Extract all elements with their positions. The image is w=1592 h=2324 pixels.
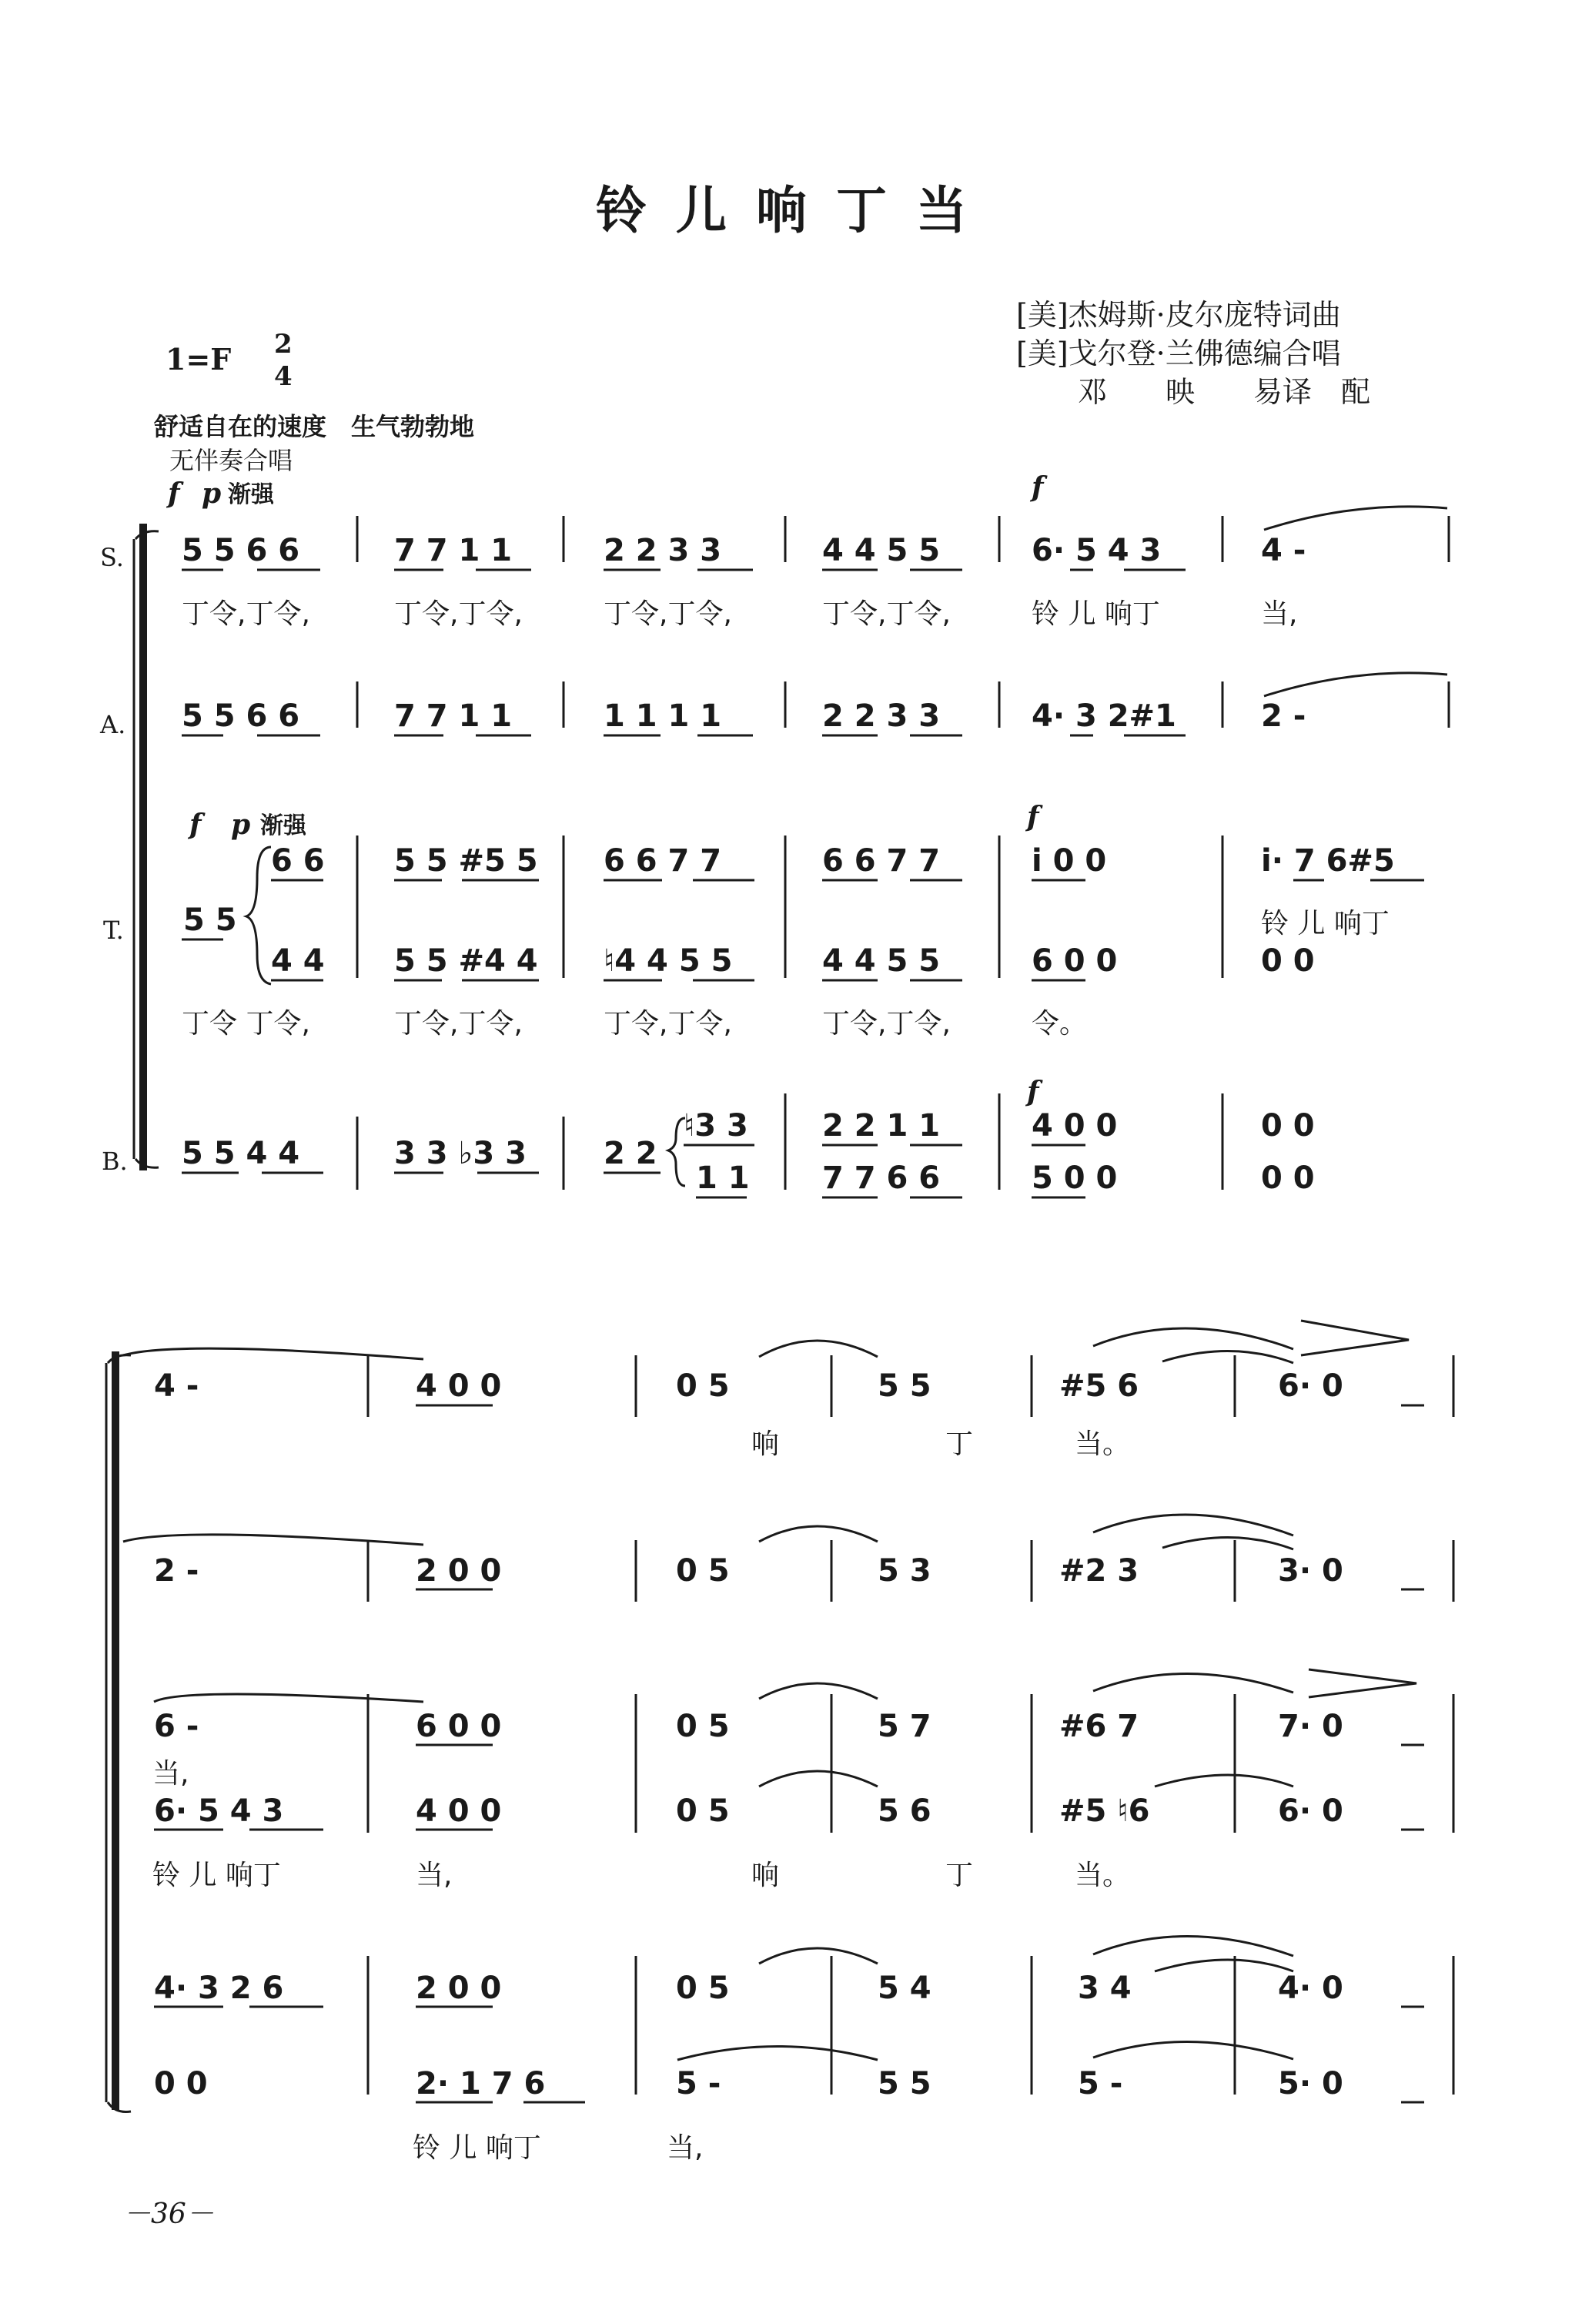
- alto-measure-1: 5 5 6 6: [182, 698, 300, 734]
- s2-tenor-lyric: 丁: [945, 1860, 974, 1891]
- s2-alto-measure-4: 5 3: [878, 1553, 931, 1589]
- tempo-marking: 舒适自在的速度 生气勃勃地: [154, 412, 475, 441]
- bass-measure-6: 0 0: [1261, 1108, 1315, 1144]
- s2-alto-measure-5: #2 3: [1059, 1553, 1139, 1589]
- s2-soprano-measure-1: 4 -: [154, 1368, 199, 1404]
- bass-measure-6-lower: 0 0: [1261, 1160, 1315, 1196]
- dynamic-forte: f: [1027, 1076, 1039, 1108]
- s2-tenor-lower-measure-4: 5 6: [878, 1793, 931, 1829]
- s2-bass-lower-measure-2: 2· 1 7 6: [416, 2066, 546, 2101]
- crescendo-marking: 渐强: [260, 812, 306, 839]
- s2-bass-upper-measure-6: 4· 0: [1278, 1971, 1343, 2006]
- time-signature-top: 2: [274, 329, 293, 360]
- bass-measure-4-lower: 7 7 6 6: [822, 1160, 941, 1196]
- s2-bass-upper-measure-2: 2 0 0: [416, 1971, 502, 2006]
- tenor-lower-measure-3: ♮4 4 5 5: [604, 943, 733, 979]
- s2-alto-measure-3: 0 5: [676, 1553, 730, 1589]
- tenor-lower-measure-2: 5 5 #4 4: [394, 943, 538, 979]
- crescendo-marking: 渐强: [228, 481, 274, 508]
- dynamic-forte: f: [1027, 801, 1039, 833]
- alto-measure-3: 1 1 1 1: [604, 698, 722, 734]
- composer-credit: [美]杰姆斯·皮尔庞特词曲: [1016, 298, 1341, 332]
- s2-bass-upper-measure-4: 5 4: [878, 1971, 931, 2006]
- s2-tenor-lower-measure-1: 6· 5 4 3: [154, 1793, 284, 1829]
- voice-label-tenor: T.: [103, 916, 124, 945]
- alto-measure-2: 7 7 1 1: [394, 698, 513, 734]
- dynamic-forte: f: [1032, 471, 1044, 504]
- s2-soprano-measure-6: 6· 0: [1278, 1368, 1343, 1404]
- s2-tenor-lower-measure-6: 6· 0: [1278, 1793, 1343, 1829]
- tenor-upper-measure-2: 5 5 #5 5: [394, 843, 538, 879]
- s2-tenor-upper-measure-6: 7· 0: [1278, 1709, 1343, 1744]
- bass-divisi-lower: 1 1: [696, 1160, 750, 1196]
- s2-bass-lyric: 铃 儿 响丁: [413, 2132, 541, 2164]
- dynamic-forte: f: [168, 477, 180, 510]
- key-signature: 1=F: [166, 342, 232, 377]
- translator-credit: 邓 映 易译 配: [1078, 375, 1371, 409]
- voice-label-alto: A.: [100, 710, 126, 739]
- bass-measure-3: 2 2: [604, 1136, 657, 1171]
- tenor-lower-measure-6: 0 0: [1261, 943, 1315, 979]
- s2-soprano-lyric: 丁: [945, 1428, 974, 1460]
- page-number: －36－: [123, 2198, 214, 2230]
- s2-tenor-lyric: 当,: [416, 1860, 453, 1891]
- s2-tenor-lower-measure-2: 4 0 0: [416, 1793, 502, 1829]
- time-signature-bottom: 4: [274, 361, 293, 392]
- s2-soprano-measure-3: 0 5: [676, 1368, 730, 1404]
- alto-measure-4: 2 2 3 3: [822, 698, 941, 734]
- soprano-lyric: 丁令,丁令,: [822, 598, 951, 630]
- s2-tenor-upper-measure-3: 0 5: [676, 1709, 730, 1744]
- bass-measure-4: 2 2 1 1: [822, 1108, 941, 1144]
- dynamic-forte: f: [189, 809, 202, 841]
- s2-bass-lyric: 当,: [667, 2132, 704, 2164]
- alto-measure-5: 4· 3 2#1: [1032, 698, 1176, 734]
- s2-tenor-lyric: 铃 儿 响丁: [152, 1860, 281, 1891]
- bass-measure-5-lower: 5 0 0: [1032, 1160, 1118, 1196]
- s2-alto-measure-1: 2 -: [154, 1553, 199, 1589]
- s2-alto-measure-6: 3· 0: [1278, 1553, 1343, 1589]
- s2-bass-lower-measure-1: 0 0: [154, 2066, 208, 2101]
- bass-measure-2: 3 3 ♭3 3: [394, 1136, 527, 1171]
- tenor-lyric: 丁令,丁令,: [604, 1008, 732, 1040]
- s2-soprano-measure-2: 4 0 0: [416, 1368, 502, 1404]
- tenor-lyric: 丁令 丁令,: [182, 1008, 310, 1040]
- soprano-measure-2: 7 7 1 1: [394, 533, 513, 568]
- tenor-pickup: 5 5: [183, 902, 237, 938]
- soprano-lyric: 当,: [1261, 598, 1298, 630]
- s2-tenor-upper-measure-1: 6 -: [154, 1709, 199, 1744]
- tenor-lyric: 丁令,丁令,: [822, 1008, 951, 1040]
- s2-bass-lower-measure-4: 5 5: [878, 2066, 931, 2101]
- s2-soprano-measure-4: 5 5: [878, 1368, 931, 1404]
- tenor-upper-measure-1: 6 6: [271, 843, 325, 879]
- tenor-upper-measure-5: i 0 0: [1032, 843, 1107, 879]
- soprano-measure-6: 4 -: [1261, 533, 1306, 568]
- soprano-measure-5: 6· 5 4 3: [1032, 533, 1162, 568]
- s2-alto-measure-2: 2 0 0: [416, 1553, 502, 1589]
- tenor-upper-measure-4: 6 6 7 7: [822, 843, 941, 879]
- soprano-lyric: 丁令,丁令,: [394, 598, 523, 630]
- tenor-upper-measure-6: i· 7 6#5: [1261, 843, 1395, 879]
- bass-divisi-upper: ♮3 3: [684, 1108, 748, 1144]
- s2-soprano-lyric: 当。: [1075, 1428, 1131, 1460]
- s2-bass-upper-measure-1: 4· 3 2 6: [154, 1971, 284, 2006]
- tenor-lower-measure-5: 6 0 0: [1032, 943, 1118, 979]
- soprano-measure-1: 5 5 6 6: [182, 533, 300, 568]
- s2-soprano-measure-5: #5 6: [1059, 1368, 1139, 1404]
- s2-tenor-lyric: 响: [751, 1860, 780, 1891]
- s2-tenor-lyric: 当。: [1075, 1860, 1131, 1891]
- dynamic-piano: p: [231, 809, 251, 841]
- bass-measure-5: 4 0 0: [1032, 1108, 1118, 1144]
- s2-soprano-lyric: 响: [751, 1428, 780, 1460]
- soprano-measure-3: 2 2 3 3: [604, 533, 722, 568]
- s2-tenor-lower-measure-3: 0 5: [676, 1793, 730, 1829]
- s2-bass-lower-measure-3: 5 -: [676, 2066, 721, 2101]
- s2-bass-lower-measure-5: 5 -: [1078, 2066, 1123, 2101]
- s2-bass-upper-measure-5: 3 4: [1078, 1971, 1132, 2006]
- s2-bass-upper-measure-3: 0 5: [676, 1971, 730, 2006]
- soprano-lyric: 丁令,丁令,: [182, 598, 310, 630]
- alto-measure-6: 2 -: [1261, 698, 1306, 734]
- voice-label-bass: B.: [102, 1147, 128, 1176]
- dynamic-piano: p: [202, 477, 222, 510]
- tenor-lyric: 令。: [1032, 1008, 1088, 1040]
- tenor-lyric: 丁令,丁令,: [394, 1008, 523, 1040]
- s2-tenor-lower-measure-5: #5 ♮6: [1059, 1793, 1150, 1829]
- s2-tenor-upper-measure-4: 5 7: [878, 1709, 931, 1744]
- arranger-credit: [美]戈尔登·兰佛德编合唱: [1016, 337, 1341, 370]
- tenor-lower-measure-1: 4 4: [271, 943, 325, 979]
- s2-tenor-lyric: 当,: [152, 1758, 189, 1790]
- page-title: 铃儿响丁当: [596, 180, 996, 240]
- s2-tenor-upper-measure-2: 6 0 0: [416, 1709, 502, 1744]
- tenor-upper-measure-3: 6 6 7 7: [604, 843, 722, 879]
- tenor-lyric: 铃 儿 响丁: [1261, 908, 1390, 939]
- bass-measure-1: 5 5 4 4: [182, 1136, 300, 1171]
- soprano-lyric: 丁令,丁令,: [604, 598, 732, 630]
- ensemble-marking: 无伴奏合唱: [169, 446, 293, 475]
- tenor-lower-measure-4: 4 4 5 5: [822, 943, 941, 979]
- s2-tenor-upper-measure-5: #6 7: [1059, 1709, 1139, 1744]
- soprano-lyric: 铃 儿 响丁: [1032, 598, 1160, 630]
- soprano-measure-4: 4 4 5 5: [822, 533, 941, 568]
- voice-label-soprano: S.: [100, 543, 124, 572]
- s2-bass-lower-measure-6: 5· 0: [1278, 2066, 1343, 2101]
